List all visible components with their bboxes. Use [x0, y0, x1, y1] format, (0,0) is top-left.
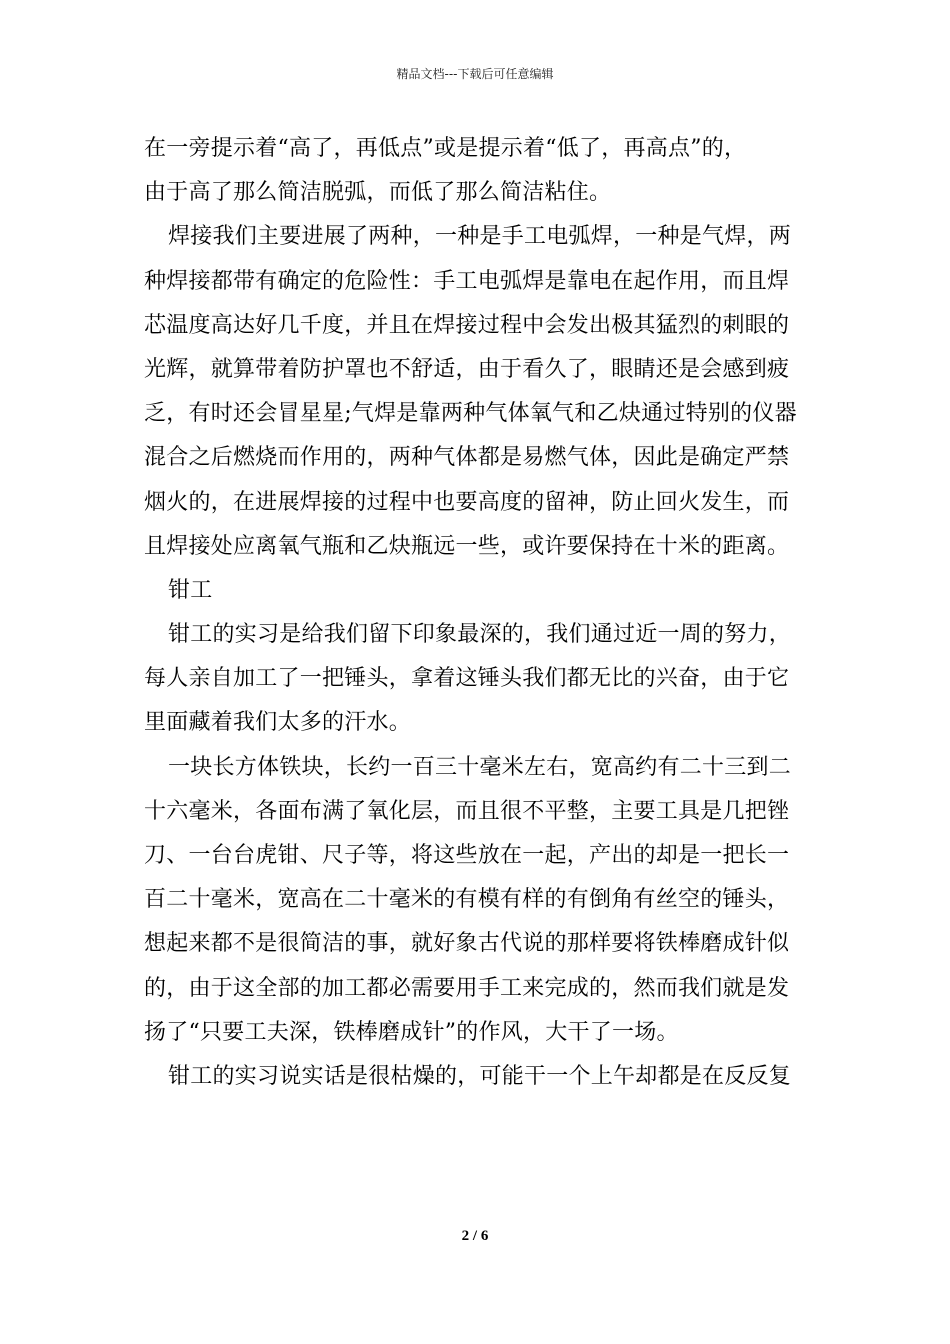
text-line: 钳工的实习说实话是很枯燥的，可能干一个上午却都是在反反复 [168, 1063, 792, 1089]
text-line: 烟火的，在进展焊接的过程中也要高度的留神，防止回火发生，而 [144, 489, 790, 515]
page-number: 2 / 6 [461, 1228, 489, 1244]
text-line: 由于高了那么简洁脱弧，而低了那么简洁粘住。 [144, 180, 612, 206]
page-header: 精品文档---下载后可任意编辑 [396, 67, 554, 81]
text-line: 想起来都不是很简洁的事，就好象古代说的那样要将铁棒磨成针似 [144, 931, 790, 957]
text-line: 芯温度高达好几千度，并且在焊接过程中会发出极其猛烈的刺眼的 [144, 312, 790, 338]
text-line: 乏，有时还会冒星星;气焊是靠两种气体氧气和乙炔通过特别的仪器 [144, 401, 797, 427]
text-line: 光辉，就算带着防护罩也不舒适，由于看久了，眼睛还是会感到疲 [144, 356, 790, 382]
text-line: 焊接我们主要进展了两种，一种是手工电弧焊，一种是气焊，两 [168, 224, 792, 250]
text-line: 扬了“只要工夫深，铁棒磨成针”的作风，大干了一场。 [144, 1019, 679, 1045]
text-line: 钳工的实习是给我们留下印象最深的，我们通过近一周的努力， [168, 622, 792, 648]
text-line: 一块长方体铁块，长约一百三十毫米左右，宽高约有二十三到二 [168, 754, 792, 780]
text-line: 的，由于这全部的加工都必需要用手工来完成的，然而我们就是发 [144, 975, 790, 1001]
text-line: 里面藏着我们太多的汗水。 [144, 710, 412, 736]
text-line: 混合之后燃烧而作用的，两种气体都是易燃气体，因此是确定严禁 [144, 445, 790, 471]
document-body [144, 127, 808, 1099]
text-line: 刀、一台台虎钳、尺子等，将这些放在一起，产出的却是一把长一 [144, 843, 790, 868]
text-line: 每人亲自加工了一把锤头，拿着这锤头我们都无比的兴奋，由于它 [144, 666, 790, 692]
text-line: 且焊接处应离氧气瓶和乙炔瓶远一些，或许要保持在十米的距离。 [144, 533, 790, 559]
text-line: 在一旁提示着“高了，再低点”或是提示着“低了，再高点”的， [144, 136, 747, 161]
text-line: 种焊接都带有确定的危险性：手工电弧焊是靠电在起作用，而且焊 [144, 268, 790, 294]
text-line: 十六毫米，各面布满了氧化层，而且很不平整，主要工具是几把锉 [144, 798, 790, 824]
text-line: 百二十毫米，宽高在二十毫米的有模有样的有倒角有丝空的锤头， [144, 887, 790, 913]
text-line: 钳工 [168, 577, 213, 603]
